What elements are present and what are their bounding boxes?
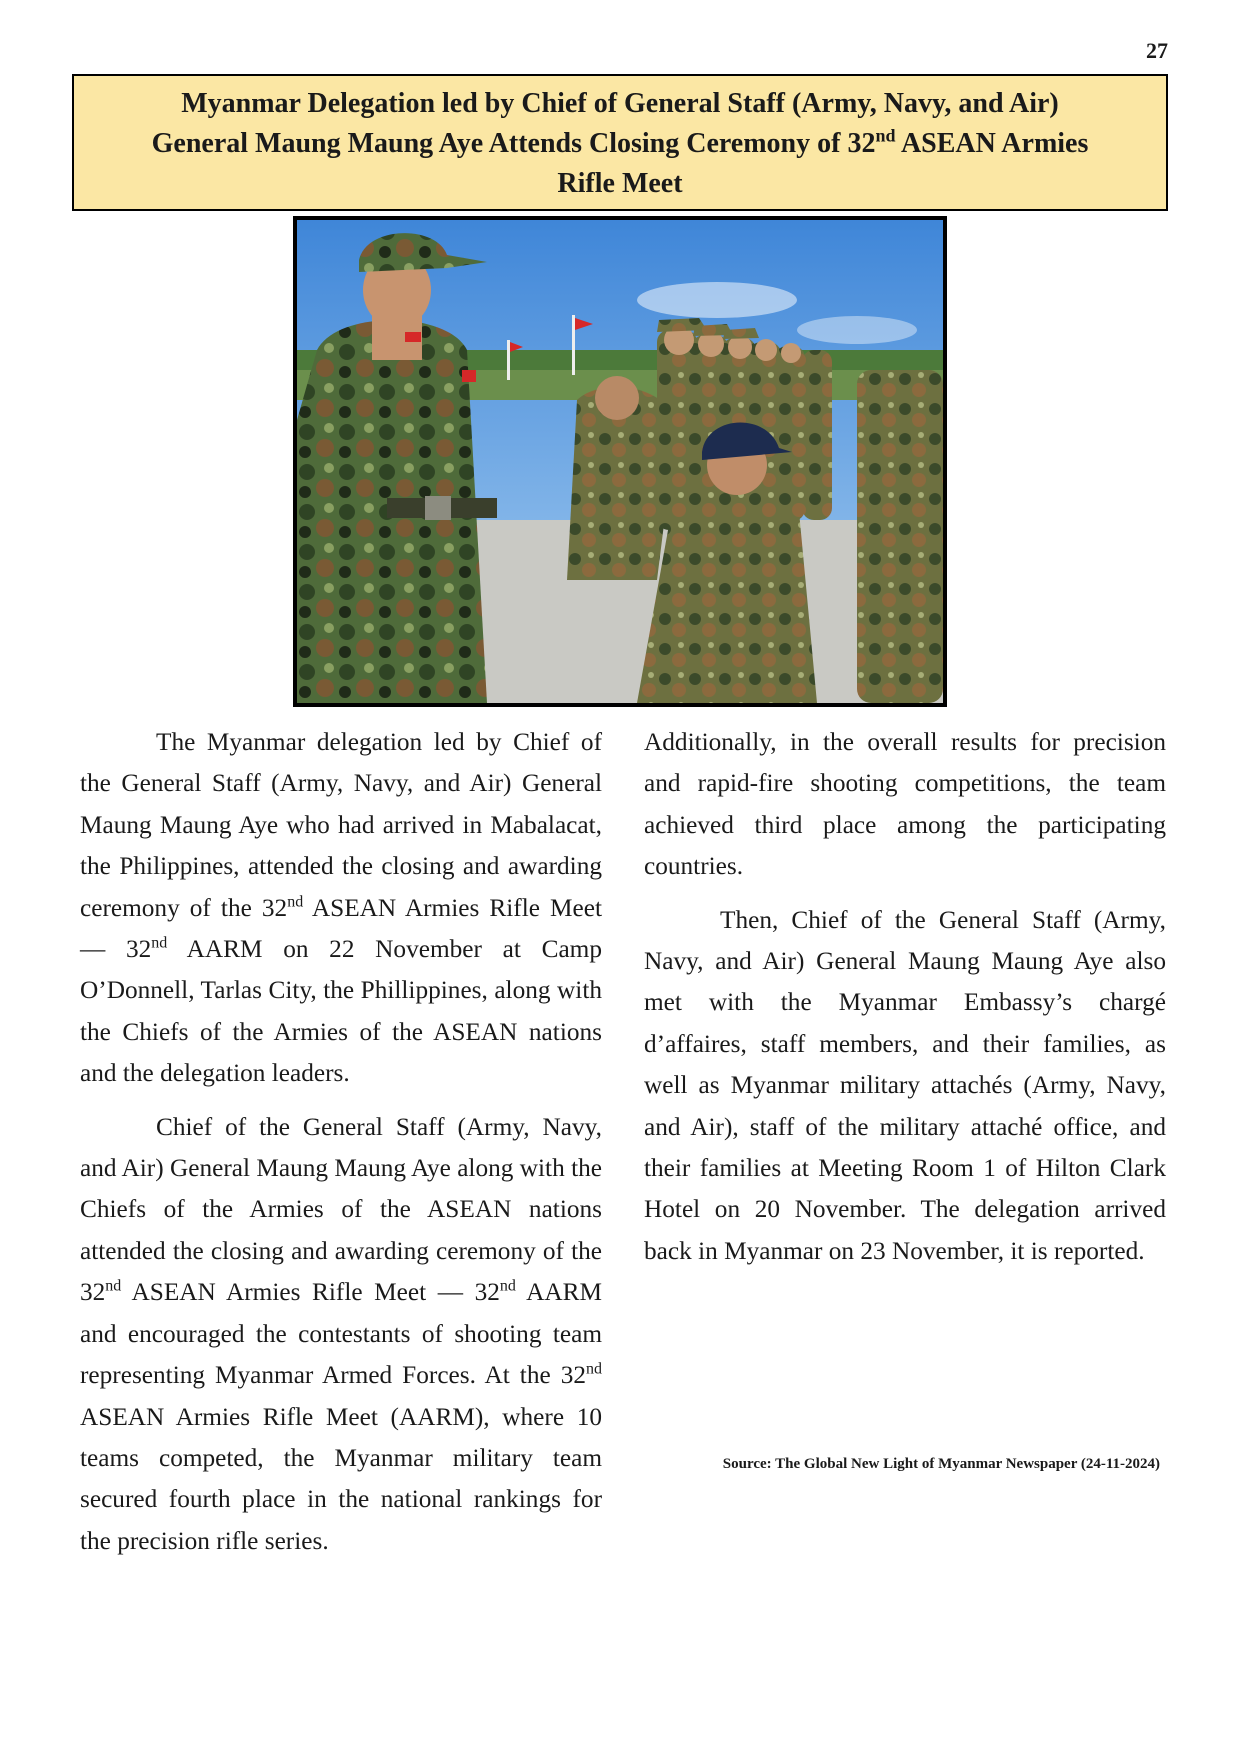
source-citation: Source: The Global New Light of Myanmar Newspaper (24-11-2024) (722, 1456, 1160, 1472)
title-line-3: Rifle Meet (557, 168, 683, 199)
title-line-2-end: ASEAN Armies (895, 128, 1089, 159)
superscript: nd (499, 1277, 516, 1295)
text-run: ASEAN Armies Rifle Meet — 32 (80, 893, 602, 964)
left-column (80, 722, 602, 1574)
page-number: 27 (1146, 38, 1168, 63)
text-run: The Myanmar delegation led by Chief of the General Staff (Army, Navy, and Air) General Maung Maung Aye who had arrived in Mabalacat, the Philippines, attended the closing and awarding ceremony of the 32 (80, 728, 602, 922)
title-superscript: nd (875, 125, 896, 146)
left-paragraph-1 (80, 722, 602, 1095)
right-paragraph-1: Additionally, in the overall results for precision and rapid-fire shooting competitions, the team achieved third place among the participating countries. (644, 728, 1166, 881)
superscript: nd (586, 1360, 602, 1378)
superscript: nd (151, 934, 168, 952)
text-run: AARM and encouraged the contestants of shooting team representing Myanmar Armed Forces. At the 32 (80, 1278, 602, 1390)
photo-illustration (297, 220, 943, 703)
text-run: Chief of the General Staff (Army, Navy, and Air) General Maung Maung Aye along with the Chiefs of the Armies of the ASEAN nations attended the closing and awarding ceremony of the 32 (80, 1112, 602, 1307)
ceremony-photo (293, 216, 947, 707)
title-line-2 (74, 124, 1166, 164)
right-paragraph-2: Then, Chief of the General Staff (Army, Navy, and Air) General Maung Maung Aye also met with the Myanmar Embassy’s chargé d’affaires, staff members, and their families, as well as Myanmar military attachés (Army, Navy, and Air), staff of the military attaché office, and their families at Meeting Room 1 of Hilton Clark Hotel on 20 November. The delegation arrived back in Myanmar on 23 November, it is reported. (644, 905, 1166, 1265)
right-column (644, 722, 1166, 1284)
article-title (72, 74, 1168, 211)
text-run: ASEAN Armies Rifle Meet (AARM), where 10 teams competed, the Myanmar military team secured fourth place in the national rankings for the precision rifle series. (80, 1402, 602, 1555)
text-run: ASEAN Armies Rifle Meet — 32 (121, 1278, 500, 1307)
superscript: nd (105, 1277, 122, 1295)
superscript: nd (287, 893, 304, 911)
title-line-1: Myanmar Delegation led by Chief of General Staff (Army, Navy, and Air) (181, 88, 1059, 119)
text-run: AARM on 22 November at Camp O’Donnell, Tarlas City, the Phillippines, along with the Chiefs of the Armies of the ASEAN nations and the delegation leaders. (80, 935, 603, 1088)
title-line-2-text: General Maung Maung Aye Attends Closing Ceremony of 32 (151, 128, 876, 159)
left-paragraph-2 (80, 1107, 602, 1562)
